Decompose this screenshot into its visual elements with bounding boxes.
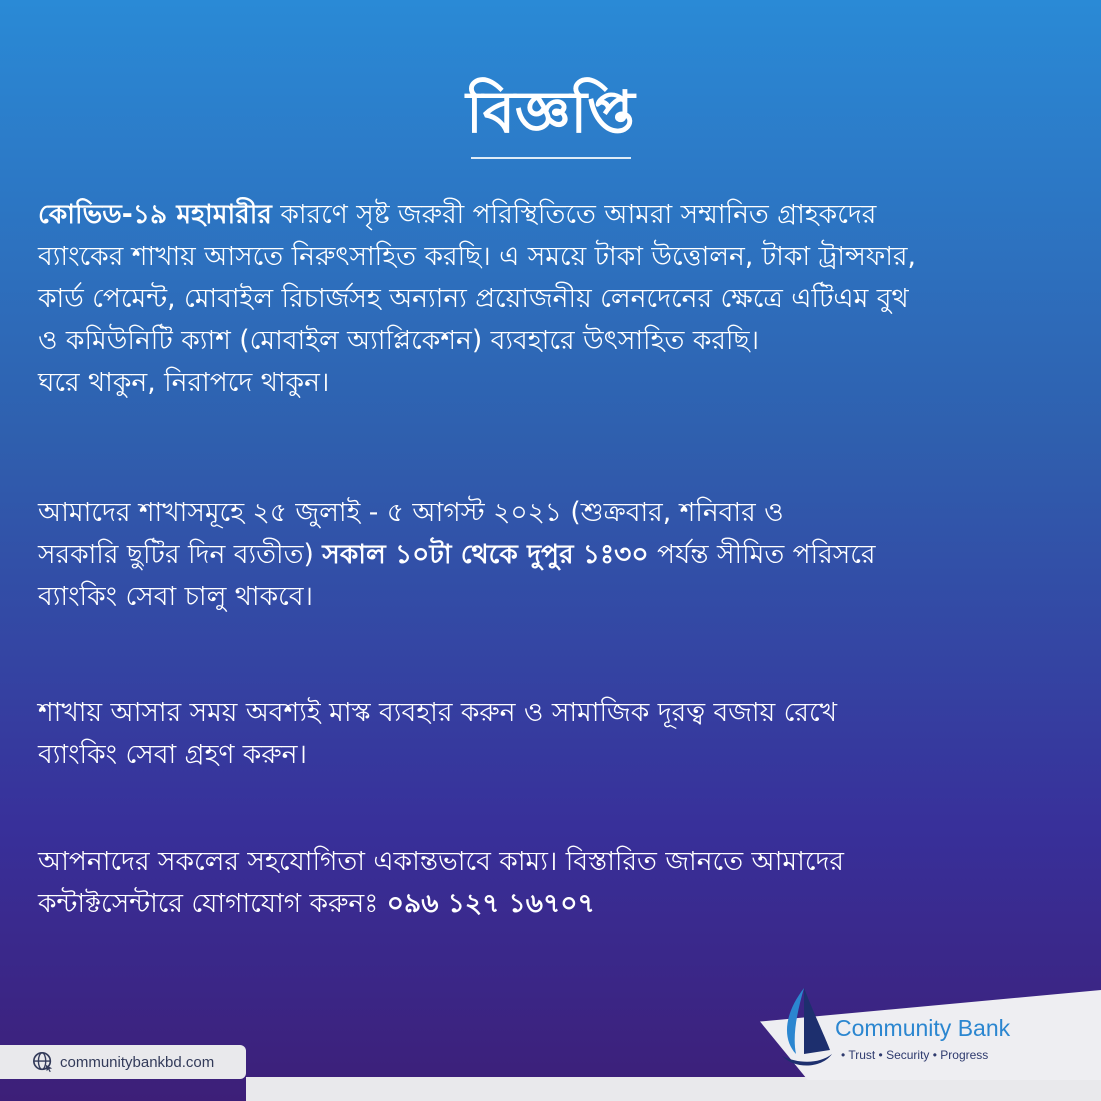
title-underline <box>471 157 631 159</box>
mask-advice-paragraph <box>38 692 1068 776</box>
paragraph-line: আপনাদের সকলের সহযোগিতা একান্তভাবে কাম্য। বিস্তারিত জানতে আমাদের <box>38 846 844 877</box>
contact-paragraph <box>38 841 1068 925</box>
contact-number: ০৯৬ ১২৭ ১৬৭০৭ <box>386 888 595 919</box>
line-text: কারণে সৃষ্ট জরুরী পরিস্থিতিতে আমরা সম্মানিত গ্রাহকদের <box>271 199 877 230</box>
line-text: সরকারি ছুটির দিন ব্যতীত) <box>38 539 323 570</box>
paragraph-line: ব্যাংকিং সেবা গ্রহণ করুন। <box>38 739 307 770</box>
paragraph-line: ও কমিউনিটি ক্যাশ (মোবাইল অ্যাপ্লিকেশন) ব্যবহারে উৎসাহিত করছি। <box>38 325 760 356</box>
paragraph-line: ঘরে থাকুন, নিরাপদে থাকুন। <box>38 367 330 398</box>
paragraph-line: কার্ড পেমেন্ট, মোবাইল রিচার্জসহ অন্যান্য প্রয়োজনীয় লেনদেনের ক্ষেত্রে এটিএম বুথ <box>38 283 909 314</box>
bank-tagline: • Trust • Security • Progress <box>841 1048 989 1062</box>
globe-icon <box>32 1051 54 1073</box>
paragraph-line <box>38 194 1068 236</box>
website-link[interactable]: communitybankbd.com <box>60 1053 215 1071</box>
paragraph-line: ব্যাংকের শাখায় আসতে নিরুৎসাহিত করছি। এ সময়ে টাকা উত্তোলন, টাকা ট্রান্সফার, <box>38 241 916 272</box>
branch-hours-paragraph <box>38 492 1068 618</box>
line-text: কন্টাক্টসেন্টারে যোগাযোগ করুনঃ <box>38 888 387 919</box>
bank-name: Community Bank <box>835 1015 1011 1041</box>
line-text: পর্যন্ত সীমিত পরিসরে <box>648 539 876 570</box>
paragraph-line: ব্যাংকিং সেবা চালু থাকবে। <box>38 581 314 612</box>
footer-strip <box>246 1077 1101 1101</box>
notice-title: বিজ্ঞপ্তি <box>466 78 635 146</box>
sail-logo-icon <box>774 984 834 1070</box>
paragraph-line <box>38 883 1068 925</box>
paragraph-line <box>38 534 1068 576</box>
paragraph-line: আমাদের শাখাসমূহে ২৫ জুলাই - ৫ আগস্ট ২০২১ (শুক্রবার, শনিবার ও <box>38 497 784 528</box>
covid-notice-paragraph <box>38 194 1068 404</box>
banking-hours: সকাল ১০টা থেকে দুপুর ১ঃ৩০ <box>322 539 649 570</box>
website-badge[interactable] <box>0 1045 246 1079</box>
paragraph-line: শাখায় আসার সময় অবশ্যই মাস্ক ব্যবহার করুন ও সামাজিক দূরত্ব বজায় রেখে <box>38 697 838 728</box>
bold-phrase: কোভিড-১৯ মহামারীর <box>38 199 272 230</box>
